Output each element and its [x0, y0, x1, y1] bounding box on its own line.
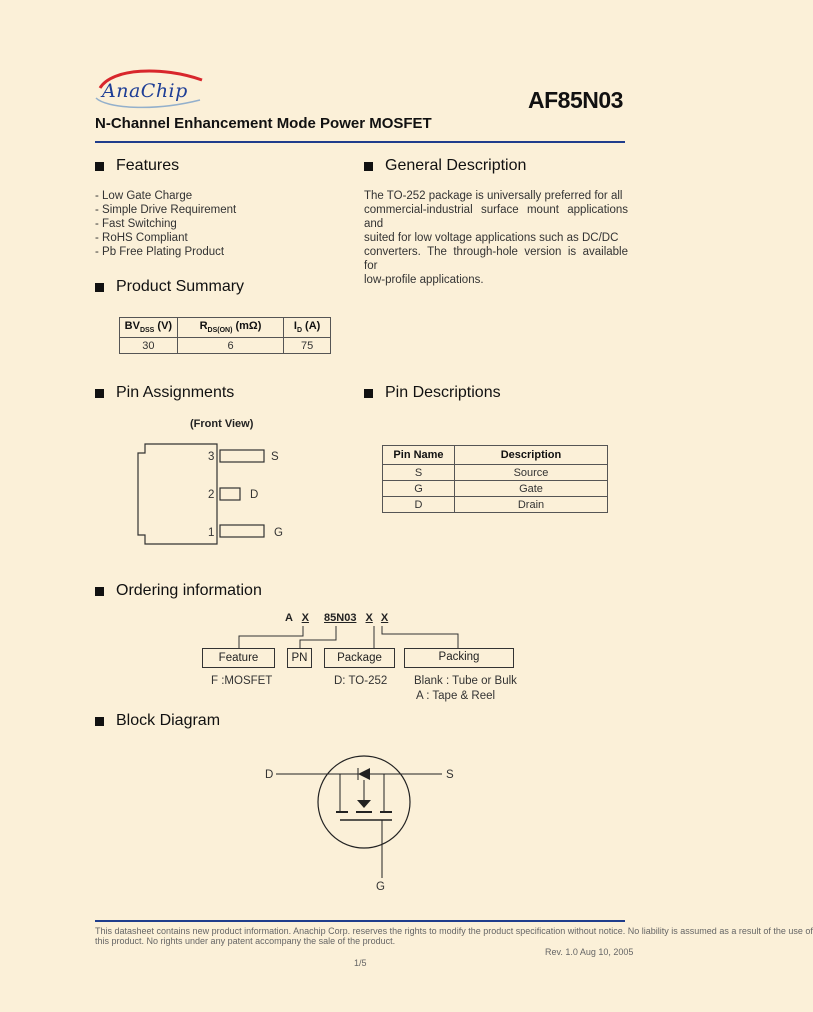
drain-label: D: [265, 769, 274, 781]
bullet-square-icon: [95, 587, 104, 596]
product-summary-table: [119, 317, 331, 354]
ordering-code: A X 85N03 X X: [285, 612, 389, 624]
part-number: AF85N03: [528, 87, 623, 113]
footer-disclaimer-2: this product. No rights under any patent accompany the sale of the product.: [95, 936, 396, 946]
features-list: [95, 189, 236, 259]
list-item: - Low Gate Charge: [95, 190, 193, 202]
packing-note-blank: Blank : Tube or Bulk: [414, 675, 517, 687]
bullet-square-icon: [95, 717, 104, 726]
bullet-square-icon: [95, 283, 104, 292]
list-item: - Fast Switching: [95, 218, 177, 230]
bullet-square-icon: [95, 389, 104, 398]
summary-header-bvdss: $BV_{DSS}$ (V): [120, 318, 178, 338]
bullet-square-icon: [364, 389, 373, 398]
general-description-heading: General Description: [364, 157, 526, 175]
footer-divider: [95, 920, 625, 922]
bullet-square-icon: [364, 162, 373, 171]
list-item: - Simple Drive Requirement: [95, 204, 237, 216]
pin-name: S: [271, 451, 279, 463]
list-item: - Pb Free Plating Product: [95, 246, 225, 258]
revision-date: Rev. 1.0 Aug 10, 2005: [545, 947, 634, 957]
table-row: S Source: [383, 465, 608, 481]
pin-3-lead: [220, 450, 264, 462]
pin-number: 1: [208, 527, 215, 539]
ordering-information-heading: Ordering information: [95, 582, 262, 600]
front-view-label: (Front View): [190, 418, 254, 430]
packing-note-a: A : Tape & Reel: [416, 690, 496, 702]
source-label: S: [446, 769, 454, 781]
logo-text: AnaChip: [102, 80, 188, 102]
pin-assignments-heading: Pin Assignments: [95, 384, 234, 402]
summary-header-id: $I_D$ (A): [284, 318, 331, 338]
package-box: Package: [324, 648, 395, 668]
feature-note: F :MOSFET: [211, 675, 273, 687]
page-subtitle: N-Channel Enhancement Mode Power MOSFET: [95, 115, 432, 132]
table-row: D Drain: [383, 497, 608, 513]
list-item: - RoHS Compliant: [95, 232, 188, 244]
footer-disclaimer-1: This datasheet contains new product information. Anachip Corp. reserves the rights to modify the product specification without notice. No liability is assumed as a result of the use of: [95, 926, 813, 936]
pin-2-lead: [220, 488, 240, 500]
page-number: 1/5: [354, 958, 367, 968]
bullet-square-icon: [95, 162, 104, 171]
summary-header-rdson: $R_{DS(ON)}$ (mΩ): [177, 318, 283, 338]
feature-box: Feature: [202, 648, 275, 668]
header-divider: [95, 141, 625, 143]
pin-descriptions-table: Pin Name Description S Source G Gate D Drain: [382, 445, 608, 513]
pin-1-lead: [220, 525, 264, 537]
mosfet-symbol: [260, 748, 470, 888]
table-row: G Gate: [383, 481, 608, 497]
pin-number: 3: [208, 451, 215, 463]
block-diagram-heading: Block Diagram: [95, 712, 220, 730]
pin-number: 2: [208, 489, 215, 501]
gate-label: G: [376, 881, 385, 893]
pin-descriptions-heading: Pin Descriptions: [364, 384, 501, 402]
packing-box: Packing: [404, 648, 514, 668]
pin-name: G: [274, 527, 283, 539]
pin-name: D: [250, 489, 259, 501]
table-row: 30 6 75: [120, 338, 331, 354]
features-heading: Features: [95, 157, 179, 175]
pn-box: PN: [287, 648, 312, 668]
product-summary-heading: Product Summary: [95, 278, 244, 296]
general-description-text: The TO-252 package is universally preferred for all commercial-industrial surface mount applications and suited for low voltage applications such as DC/DC converters. The through-hole version is available for low-profile applications.: [364, 190, 628, 286]
package-note: D: TO-252: [334, 675, 388, 687]
